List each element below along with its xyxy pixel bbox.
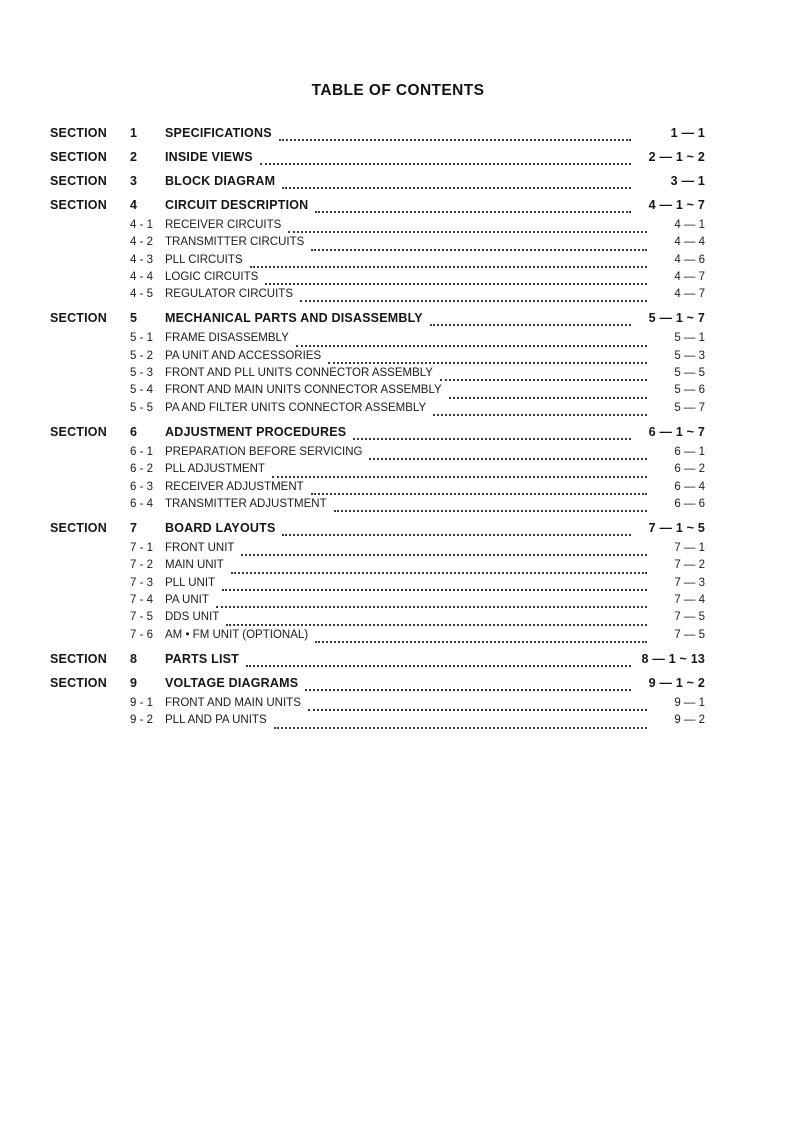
dot-leader (440, 379, 647, 381)
section-label: SECTION (50, 675, 107, 690)
entry-page: 5 — 1 ~ 7 (648, 311, 705, 326)
toc-section-row (50, 198, 705, 216)
entry-title: FRAME DISASSEMBLY (165, 332, 289, 345)
entry-number: 5 (130, 311, 138, 326)
entry-title: SPECIFICATIONS (165, 126, 272, 140)
dot-leader (282, 187, 631, 189)
entry-title: PA AND FILTER UNITS CONNECTOR ASSEMBLY (165, 401, 427, 414)
entry-title: PA UNIT AND ACCESSORIES (165, 349, 322, 362)
entry-page: 5 — 5 (674, 367, 705, 380)
entry-title: ADJUSTMENT PROCEDURES (165, 424, 347, 439)
section-label: SECTION (50, 126, 107, 140)
entry-title: PLL CIRCUITS (165, 253, 243, 266)
entry-number: 2 (130, 150, 138, 164)
dot-leader (272, 476, 647, 478)
section-label: SECTION (50, 521, 107, 536)
entry-number: 6 - 1 (130, 445, 154, 458)
entry-page: 7 — 1 (674, 542, 705, 555)
entry-title: RECEIVER CIRCUITS (165, 219, 282, 231)
entry-number: 7 - 6 (130, 628, 154, 641)
toc-section-row (50, 521, 705, 539)
dot-leader (305, 689, 631, 691)
toc-section-row (50, 174, 705, 192)
dot-leader (433, 414, 647, 416)
dot-leader (311, 249, 647, 251)
entry-page: 1 — 1 (670, 126, 705, 140)
dot-leader (260, 163, 631, 165)
section-label: SECTION (50, 198, 107, 212)
entry-page: 6 — 1 ~ 7 (648, 424, 705, 439)
entry-number: 5 - 1 (130, 332, 154, 345)
dot-leader (288, 231, 647, 233)
entry-title: FRONT AND PLL UNITS CONNECTOR ASSEMBLY (165, 367, 433, 380)
dot-leader (279, 139, 631, 141)
entry-title: VOLTAGE DIAGRAMS (165, 675, 299, 690)
toc-subsection-row (50, 254, 705, 271)
entry-title: FRONT AND MAIN UNITS CONNECTOR ASSEMBLY (165, 384, 442, 397)
entry-number: 6 - 3 (130, 480, 154, 493)
entry-page: 7 — 1 ~ 5 (648, 521, 705, 536)
dot-leader (241, 554, 647, 556)
entry-title: MAIN UNIT (165, 559, 224, 572)
entry-page: 4 — 7 (674, 270, 705, 283)
dot-leader (226, 624, 647, 626)
entry-page: 6 — 6 (674, 497, 705, 510)
dot-leader (334, 510, 647, 512)
dot-leader (315, 211, 631, 213)
entry-number: 4 - 4 (130, 270, 154, 283)
toc-section-row (50, 311, 705, 329)
section-label: SECTION (50, 311, 107, 326)
section-label: SECTION (50, 424, 107, 439)
toc-subsection-row (50, 481, 705, 498)
dot-leader (300, 300, 647, 302)
entry-title: PREPARATION BEFORE SERVICING (165, 445, 363, 458)
entry-page: 4 — 6 (674, 253, 705, 266)
toc-subsection-row (50, 446, 705, 463)
entry-number: 7 - 1 (130, 542, 154, 555)
entry-number: 9 (130, 675, 138, 690)
entry-page: 7 — 5 (674, 611, 705, 624)
toc-subsection-row (50, 367, 705, 384)
dot-leader (430, 324, 631, 326)
entry-title: INSIDE VIEWS (165, 150, 253, 164)
entry-page: 7 — 5 (674, 628, 705, 641)
toc-subsection-row (50, 697, 705, 714)
entry-title: TRANSMITTER CIRCUITS (165, 236, 305, 249)
entry-number: 3 (130, 174, 138, 188)
entry-title: PLL UNIT (165, 576, 216, 589)
section-label: SECTION (50, 651, 107, 666)
entry-number: 7 (130, 521, 138, 536)
toc-subsection-row (50, 288, 705, 305)
entry-number: 5 - 2 (130, 349, 154, 362)
entry-page: 5 — 7 (674, 401, 705, 414)
entry-number: 7 - 5 (130, 611, 154, 624)
section-label: SECTION (50, 150, 107, 164)
page-title: TABLE OF CONTENTS (311, 82, 485, 99)
dot-leader (449, 397, 647, 399)
toc-section-row (50, 676, 705, 694)
entry-page: 7 — 3 (674, 576, 705, 589)
entry-number: 8 (130, 651, 138, 666)
toc-subsection-row (50, 384, 705, 401)
entry-title: PA UNIT (165, 594, 209, 607)
dot-leader (231, 572, 647, 574)
dot-leader (296, 345, 647, 347)
entry-number: 6 (130, 424, 138, 439)
entry-title: PLL AND PA UNITS (165, 714, 267, 727)
toc-subsection-row (50, 219, 705, 236)
toc-subsection-row (50, 350, 705, 367)
entry-title: LOGIC CIRCUITS (165, 270, 259, 283)
toc-subsection-row (50, 463, 705, 480)
toc-subsection-row (50, 577, 705, 594)
entry-number: 9 - 2 (130, 714, 154, 727)
toc-subsection-row (50, 271, 705, 288)
entry-page: 5 — 6 (674, 384, 705, 397)
toc-section-row (50, 652, 705, 670)
entry-title: FRONT UNIT (165, 542, 235, 555)
entry-page: 4 — 7 (674, 288, 705, 301)
toc-section-row (50, 126, 705, 144)
entry-page: 8 — 1 ~ 13 (641, 651, 705, 666)
toc-subsection-row (50, 629, 705, 646)
entry-page: 9 — 1 ~ 2 (648, 675, 705, 690)
entry-page: 4 — 4 (674, 236, 705, 249)
entry-title: PLL ADJUSTMENT (165, 463, 265, 476)
dot-leader (369, 458, 647, 460)
entry-page: 6 — 2 (674, 463, 705, 476)
dot-leader (353, 438, 631, 440)
entry-page: 3 — 1 (670, 174, 705, 188)
entry-title: PARTS LIST (165, 651, 239, 666)
entry-page: 7 — 4 (674, 594, 705, 607)
entry-title: RECEIVER ADJUSTMENT (165, 480, 304, 493)
entry-title: REGULATOR CIRCUITS (165, 288, 294, 301)
entry-number: 7 - 2 (130, 559, 154, 572)
entry-page: 7 — 2 (674, 559, 705, 572)
entry-number: 6 - 4 (130, 497, 154, 510)
entry-number: 4 (130, 198, 138, 212)
entry-number: 4 - 1 (130, 219, 154, 231)
entry-title: TRANSMITTER ADJUSTMENT (165, 497, 327, 510)
entry-number: 9 - 1 (130, 696, 154, 709)
entry-page: 5 — 3 (674, 349, 705, 362)
toc-subsection-row (50, 611, 705, 628)
toc-subsection-row (50, 542, 705, 559)
entry-page: 6 — 1 (674, 445, 705, 458)
dot-leader (246, 665, 631, 667)
toc-subsection-row (50, 236, 705, 253)
entry-title: AM • FM UNIT (OPTIONAL) (165, 628, 309, 641)
entry-page: 5 — 1 (674, 332, 705, 345)
entry-number: 1 (130, 126, 138, 140)
entry-title: BOARD LAYOUTS (165, 521, 276, 536)
entry-number: 5 - 4 (130, 384, 154, 397)
entry-number: 7 - 3 (130, 576, 154, 589)
entry-number: 4 - 3 (130, 253, 154, 266)
toc-subsection-row (50, 498, 705, 515)
dot-leader (311, 493, 647, 495)
entry-title: DDS UNIT (165, 611, 220, 624)
entry-number: 4 - 5 (130, 288, 154, 301)
toc-section-row (50, 150, 705, 168)
section-label: SECTION (50, 174, 107, 188)
entry-number: 4 - 2 (130, 236, 154, 249)
toc-subsection-row (50, 714, 705, 731)
dot-leader (328, 362, 647, 364)
dot-leader (222, 589, 647, 591)
toc-list (50, 126, 705, 732)
entry-number: 7 - 4 (130, 594, 154, 607)
entry-page: 9 — 1 (674, 696, 705, 709)
toc-subsection-row (50, 594, 705, 611)
toc-subsection-row (50, 332, 705, 349)
dot-leader (265, 283, 647, 285)
toc-section-row (50, 425, 705, 443)
toc-subsection-row (50, 559, 705, 576)
dot-leader (274, 727, 647, 729)
entry-page: 9 — 2 (674, 714, 705, 727)
entry-page: 4 — 1 (674, 219, 705, 231)
entry-title: FRONT AND MAIN UNITS (165, 696, 301, 709)
dot-leader (308, 709, 647, 711)
dot-leader (282, 534, 631, 536)
dot-leader (315, 641, 647, 643)
entry-title: CIRCUIT DESCRIPTION (165, 198, 309, 212)
entry-title: BLOCK DIAGRAM (165, 174, 276, 188)
dot-leader (250, 266, 647, 268)
entry-page: 2 — 1 ~ 2 (648, 150, 705, 164)
dot-leader (216, 606, 647, 608)
entry-page: 6 — 4 (674, 480, 705, 493)
entry-number: 6 - 2 (130, 463, 154, 476)
entry-number: 5 - 5 (130, 401, 154, 414)
entry-title: MECHANICAL PARTS AND DISASSEMBLY (165, 311, 423, 326)
toc-subsection-row (50, 402, 705, 419)
entry-number: 5 - 3 (130, 367, 154, 380)
entry-page: 4 — 1 ~ 7 (648, 198, 705, 212)
